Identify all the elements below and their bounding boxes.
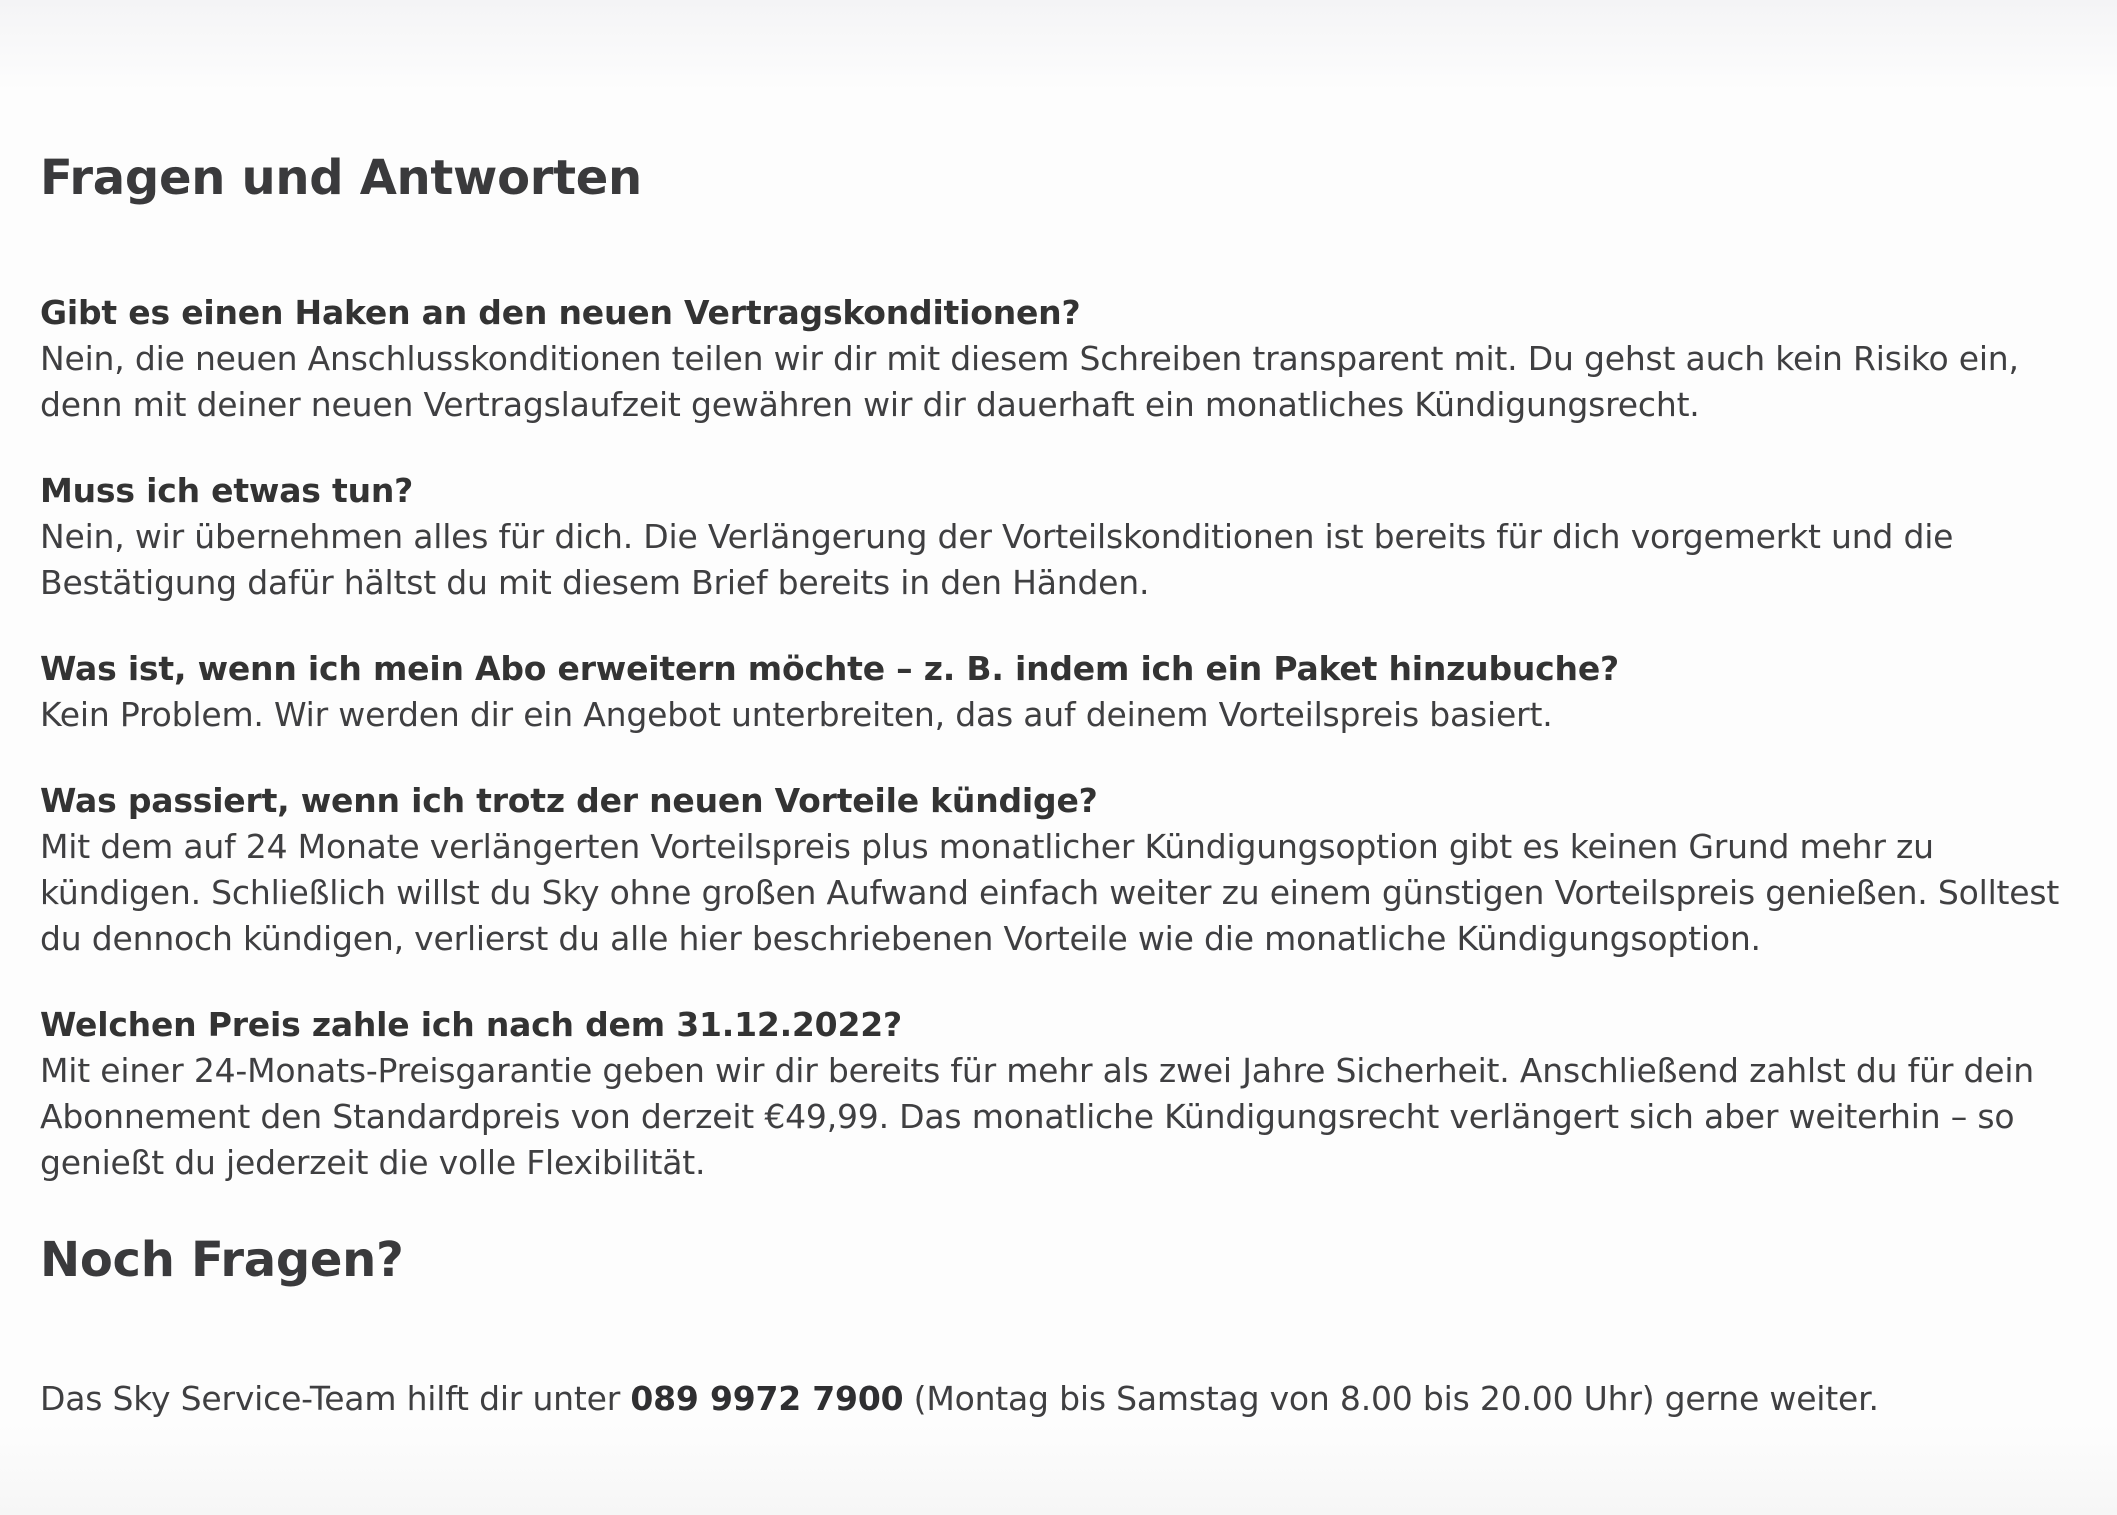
faq-question: Was passiert, wenn ich trotz der neuen Vorteile kündige? bbox=[40, 781, 1098, 820]
faq-item bbox=[40, 1002, 2060, 1186]
faq-item bbox=[40, 290, 2060, 428]
faq-item bbox=[40, 468, 2060, 606]
service-phone-number: 089 9972 7900 bbox=[630, 1379, 904, 1418]
faq-answer: Nein, wir übernehmen alles für dich. Die Verlängerung der Vorteilskonditionen ist bereits für dich vorgemerkt und die Bestätigung dafür hältst du mit diesem Brief bereits in den Händen. bbox=[40, 517, 1954, 602]
faq-item bbox=[40, 778, 2060, 962]
faq-item bbox=[40, 646, 2060, 738]
faq-answer: Nein, die neuen Anschlusskonditionen teilen wir dir mit diesem Schreiben transparent mit. Du gehst auch kein Risiko ein, denn mit deiner neuen Vertragslaufzeit gewähren wir dir dauerhaft ein monatliches Kündigungsrecht. bbox=[40, 339, 2019, 424]
faq-question: Welchen Preis zahle ich nach dem 31.12.2022? bbox=[40, 1005, 902, 1044]
faq-question: Muss ich etwas tun? bbox=[40, 471, 414, 510]
faq-answer: Kein Problem. Wir werden dir ein Angebot unterbreiten, das auf deinem Vorteilspreis basiert. bbox=[40, 695, 1553, 734]
faq-answer: Mit einer 24-Monats-Preisgarantie geben wir dir bereits für mehr als zwei Jahre Sicherheit. Anschließend zahlst du für dein Abonnement den Standardpreis von derzeit €49,99. Das monatliche Kündigungsrecht verlängert sich aber weiterhin – so genießt du jederzeit die volle Flexibilität. bbox=[40, 1051, 2035, 1182]
contact-text-before: Das Sky Service-Team hilft dir unter bbox=[40, 1379, 631, 1418]
contact-title: Noch Fragen? bbox=[40, 1232, 404, 1288]
section-title: Fragen und Antworten bbox=[40, 150, 642, 206]
faq-answer: Mit dem auf 24 Monate verlängerten Vorteilspreis plus monatlicher Kündigungsoption gibt es keinen Grund mehr zu kündigen. Schließlich willst du Sky ohne großen Aufwand einfach weiter zu einem günstigen Vorteilspreis genießen. Solltest du dennoch kündigen, verlierst du alle hier beschriebenen Vorteile wie die monatliche Kündigungsoption. bbox=[40, 827, 2060, 958]
faq-question: Gibt es einen Haken an den neuen Vertragskonditionen? bbox=[40, 293, 1081, 332]
faq-question: Was ist, wenn ich mein Abo erweitern möchte – z. B. indem ich ein Paket hinzubuche? bbox=[40, 649, 1619, 688]
faq-content bbox=[40, 150, 2060, 1422]
contact-text-after: (Montag bis Samstag von 8.00 bis 20.00 Uhr) gerne weiter. bbox=[903, 1379, 1879, 1418]
contact-text bbox=[40, 1376, 2060, 1422]
